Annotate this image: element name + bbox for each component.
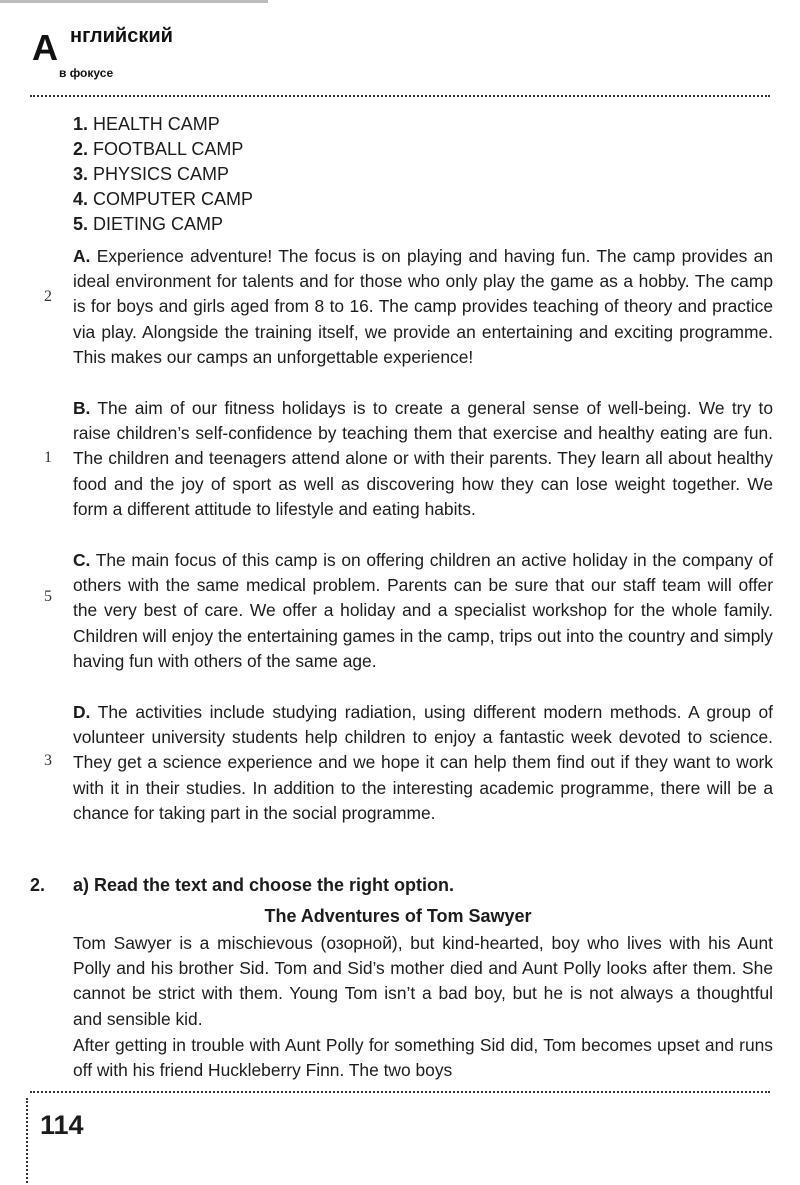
paragraph-letter: B. [73, 398, 91, 418]
camp-list-item: 1. HEALTH CAMP [73, 114, 220, 134]
logo-subtitle: в фокусе [59, 66, 114, 80]
top-edge-line [0, 0, 268, 3]
footer-divider [30, 1091, 770, 1093]
page-number: 114 [40, 1110, 84, 1140]
camp-description-b [73, 396, 773, 522]
story-paragraph: Tom Sawyer is a mischievous (озорной), but kind-hearted, boy who lives with his Aunt Polly and his brother Sid. Tom and Sid’s mother died and Aunt Polly looks after them. She cannot be strict with them. Young Tom isn’t a bad boy, but he is not always a thoughtful and sensible kid. [73, 933, 773, 1029]
camp-list-item: 5. DIETING CAMP [73, 214, 224, 234]
handwritten-answer: 1 [44, 449, 52, 466]
paragraph-letter: A. [73, 246, 91, 266]
camp-list [73, 112, 253, 237]
story-paragraph: After getting in trouble with Aunt Polly for something Sid did, Tom becomes upset and runs off with his friend Huckleberry Finn. The two boys [73, 1035, 773, 1081]
task-number: 2. [30, 875, 46, 895]
handwritten-answer: 2 [44, 288, 52, 305]
camp-list-item: 4. COMPUTER CAMP [73, 189, 254, 209]
camp-list-item: 3. PHYSICS CAMP [73, 164, 230, 184]
logo-initial: A [32, 27, 57, 68]
logo-word: нглийский [70, 25, 173, 47]
handwritten-answer: 3 [44, 752, 52, 769]
paragraph-letter: D. [73, 702, 91, 722]
camp-description-d [73, 700, 773, 826]
story-title: The Adventures of Tom Sawyer [264, 906, 532, 926]
paragraph-letter: C. [73, 550, 91, 570]
camp-description-a [73, 244, 773, 370]
camp-description-c [73, 548, 773, 674]
header-divider [30, 95, 770, 97]
camp-list-item: 2. FOOTBALL CAMP [73, 139, 244, 159]
paragraph-text: Experience adventure! The focus is on playing and having fun. The camp provides an ideal environment for talents and for those who only play the game as a hobby. The camp is for boys and girls aged from 8 to 16. The camp provides teaching of theory and practice via play. Alongside the training itself, we provide an entertaining and exciting programme. This makes our camps an unforgettable experience! [73, 246, 773, 367]
paragraph-text: The aim of our fitness holidays is to create a general sense of well-being. We try to raise children’s self-confidence by teaching them that exercise and healthy eating are fun. The children and teenagers attend alone or with their parents. They learn all about healthy food and the joy of sport as well as discovering how they can lose weight together. We form a different attitude to lifestyle and eating habits. [73, 398, 773, 519]
handwritten-answer: 5 [44, 588, 52, 605]
margin-dotted-line [26, 1098, 28, 1183]
paragraph-text: The main focus of this camp is on offering children an active holiday in the company of others with the same medical problem. Parents can be sure that our staff team will offer the very best of care. We offer a holiday and a specialist workshop for the whole family. Children will enjoy the entertaining games in the camp, trips out into the country and simply having fun with others of the same age. [73, 550, 773, 671]
book-logo [32, 25, 173, 80]
task-instruction: a) Read the text and choose the right option. [73, 875, 455, 895]
paragraph-text: The activities include studying radiation, using different modern methods. A group of volunteer university students help children to enjoy a fantastic week devoted to science. They get a science experience and we hope it can help them find out if they want to work with it in their studies. In addition to the interesting academic programme, there will be a chance for taking part in the social programme. [73, 702, 773, 823]
